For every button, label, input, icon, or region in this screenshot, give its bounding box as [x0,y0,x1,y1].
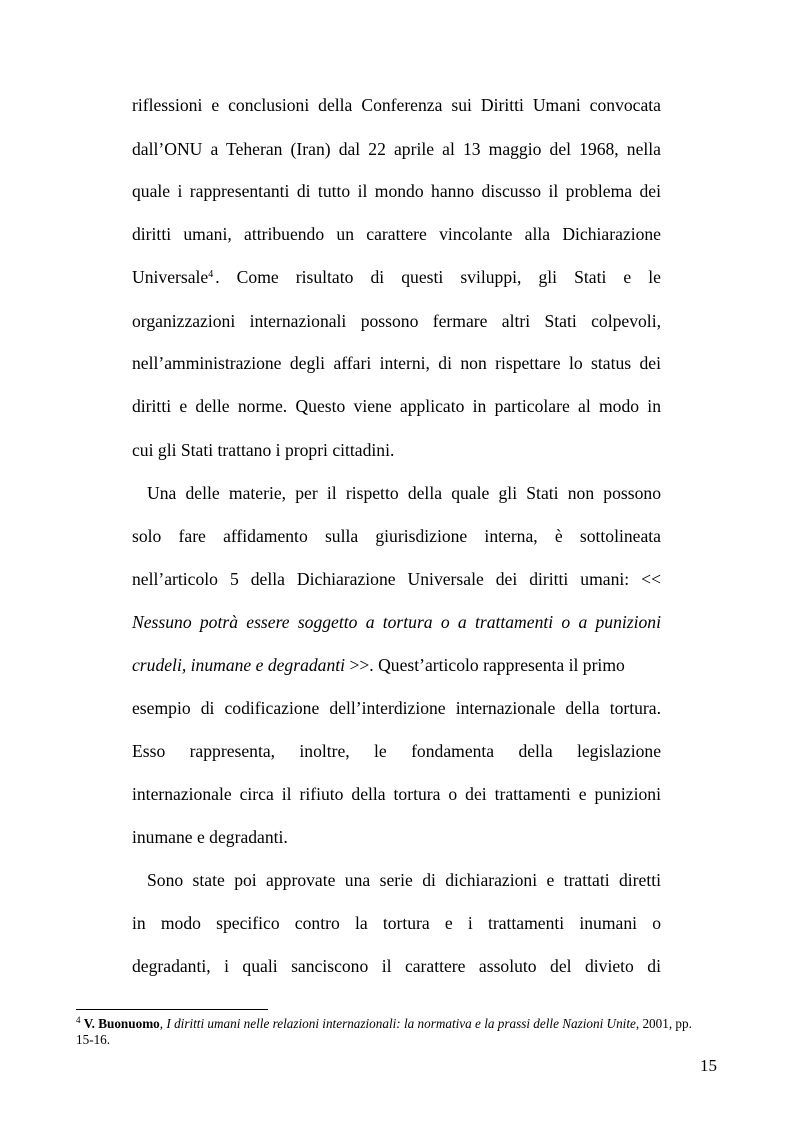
footnote-line-2: 15-16. [76,1032,111,1047]
body-line-16: Esso rappresenta, inoltre, le fondamenta della legislazione [132,741,661,761]
footnote-sep: , [159,1016,167,1031]
footnote-title: I diritti umani nelle relazioni internazionali: la normativa e la prassi delle Nazioni Unite [166,1016,636,1031]
body-line-19: Sono state poi approvate una serie di dichiarazioni e trattati diretti [147,870,661,890]
quote-end-italic: crudeli, inumane e degradanti [132,655,346,675]
body-line-1: riflessioni e conclusioni della Conferenza sui Diritti Umani convocata [132,95,661,115]
footnote-details: , 2001, pp. [635,1016,692,1031]
body-line-7: nell’amministrazione degli affari interni, di non rispettare lo status dei [132,353,661,373]
body-line-18: inumane e degradanti. [132,827,288,847]
footnote-number: 4 [76,1015,81,1025]
body-line-14 [132,655,661,675]
body-line-17: internazionale circa il rifiuto della tortura o dei trattamenti e punizioni [132,784,661,804]
body-line-14-rest: >>. Quest’articolo rappresenta il primo [345,655,625,675]
body-line-12: nell’articolo 5 della Dichiarazione Universale dei diritti umani: << [132,569,661,589]
body-line-4: diritti umani, attribuendo un carattere vincolante alla Dichiarazione [132,224,661,244]
body-line-5-rest: . Come risultato di questi sviluppi, gli Stati e le [215,267,661,287]
body-line-15: esempio di codificazione dell’interdizione internazionale della tortura. [132,698,661,718]
footnote-ref-4: 4 [208,269,214,280]
body-line-11: solo fare affidamento sulla giurisdizione interna, è sottolineata [132,526,661,546]
body-line-8: diritti e delle norme. Questo viene applicato in particolare al modo in [132,396,661,416]
page-number: 15 [700,1056,717,1075]
body-line-21: degradanti, i quali sanciscono il carattere assoluto del divieto di [132,956,661,976]
body-line-6: organizzazioni internazionali possono fermare altri Stati colpevoli, [132,311,661,331]
body-line-5 [132,267,661,287]
body-line-2: dall’ONU a Teheran (Iran) dal 22 aprile al 13 maggio del 1968, nella [132,139,661,159]
body-line-13: Nessuno potrà essere soggetto a tortura o a trattamenti o a punizioni [132,612,661,632]
body-line-5-start: Universale$^4$ [132,267,214,287]
body-line-3: quale i rappresentanti di tutto il mondo hanno discusso il problema dei [132,181,661,201]
footnote-separator [76,1009,268,1010]
footnote-author: V. Buonuomo [83,1016,160,1031]
footnote-line-1 [76,1016,726,1032]
body-line-9: cui gli Stati trattano i propri cittadini. [132,440,395,460]
body-line-10: Una delle materie, per il rispetto della quale gli Stati non possono [147,483,661,503]
body-line-20: in modo specifico contro la tortura e i trattamenti inumani o [132,913,661,933]
